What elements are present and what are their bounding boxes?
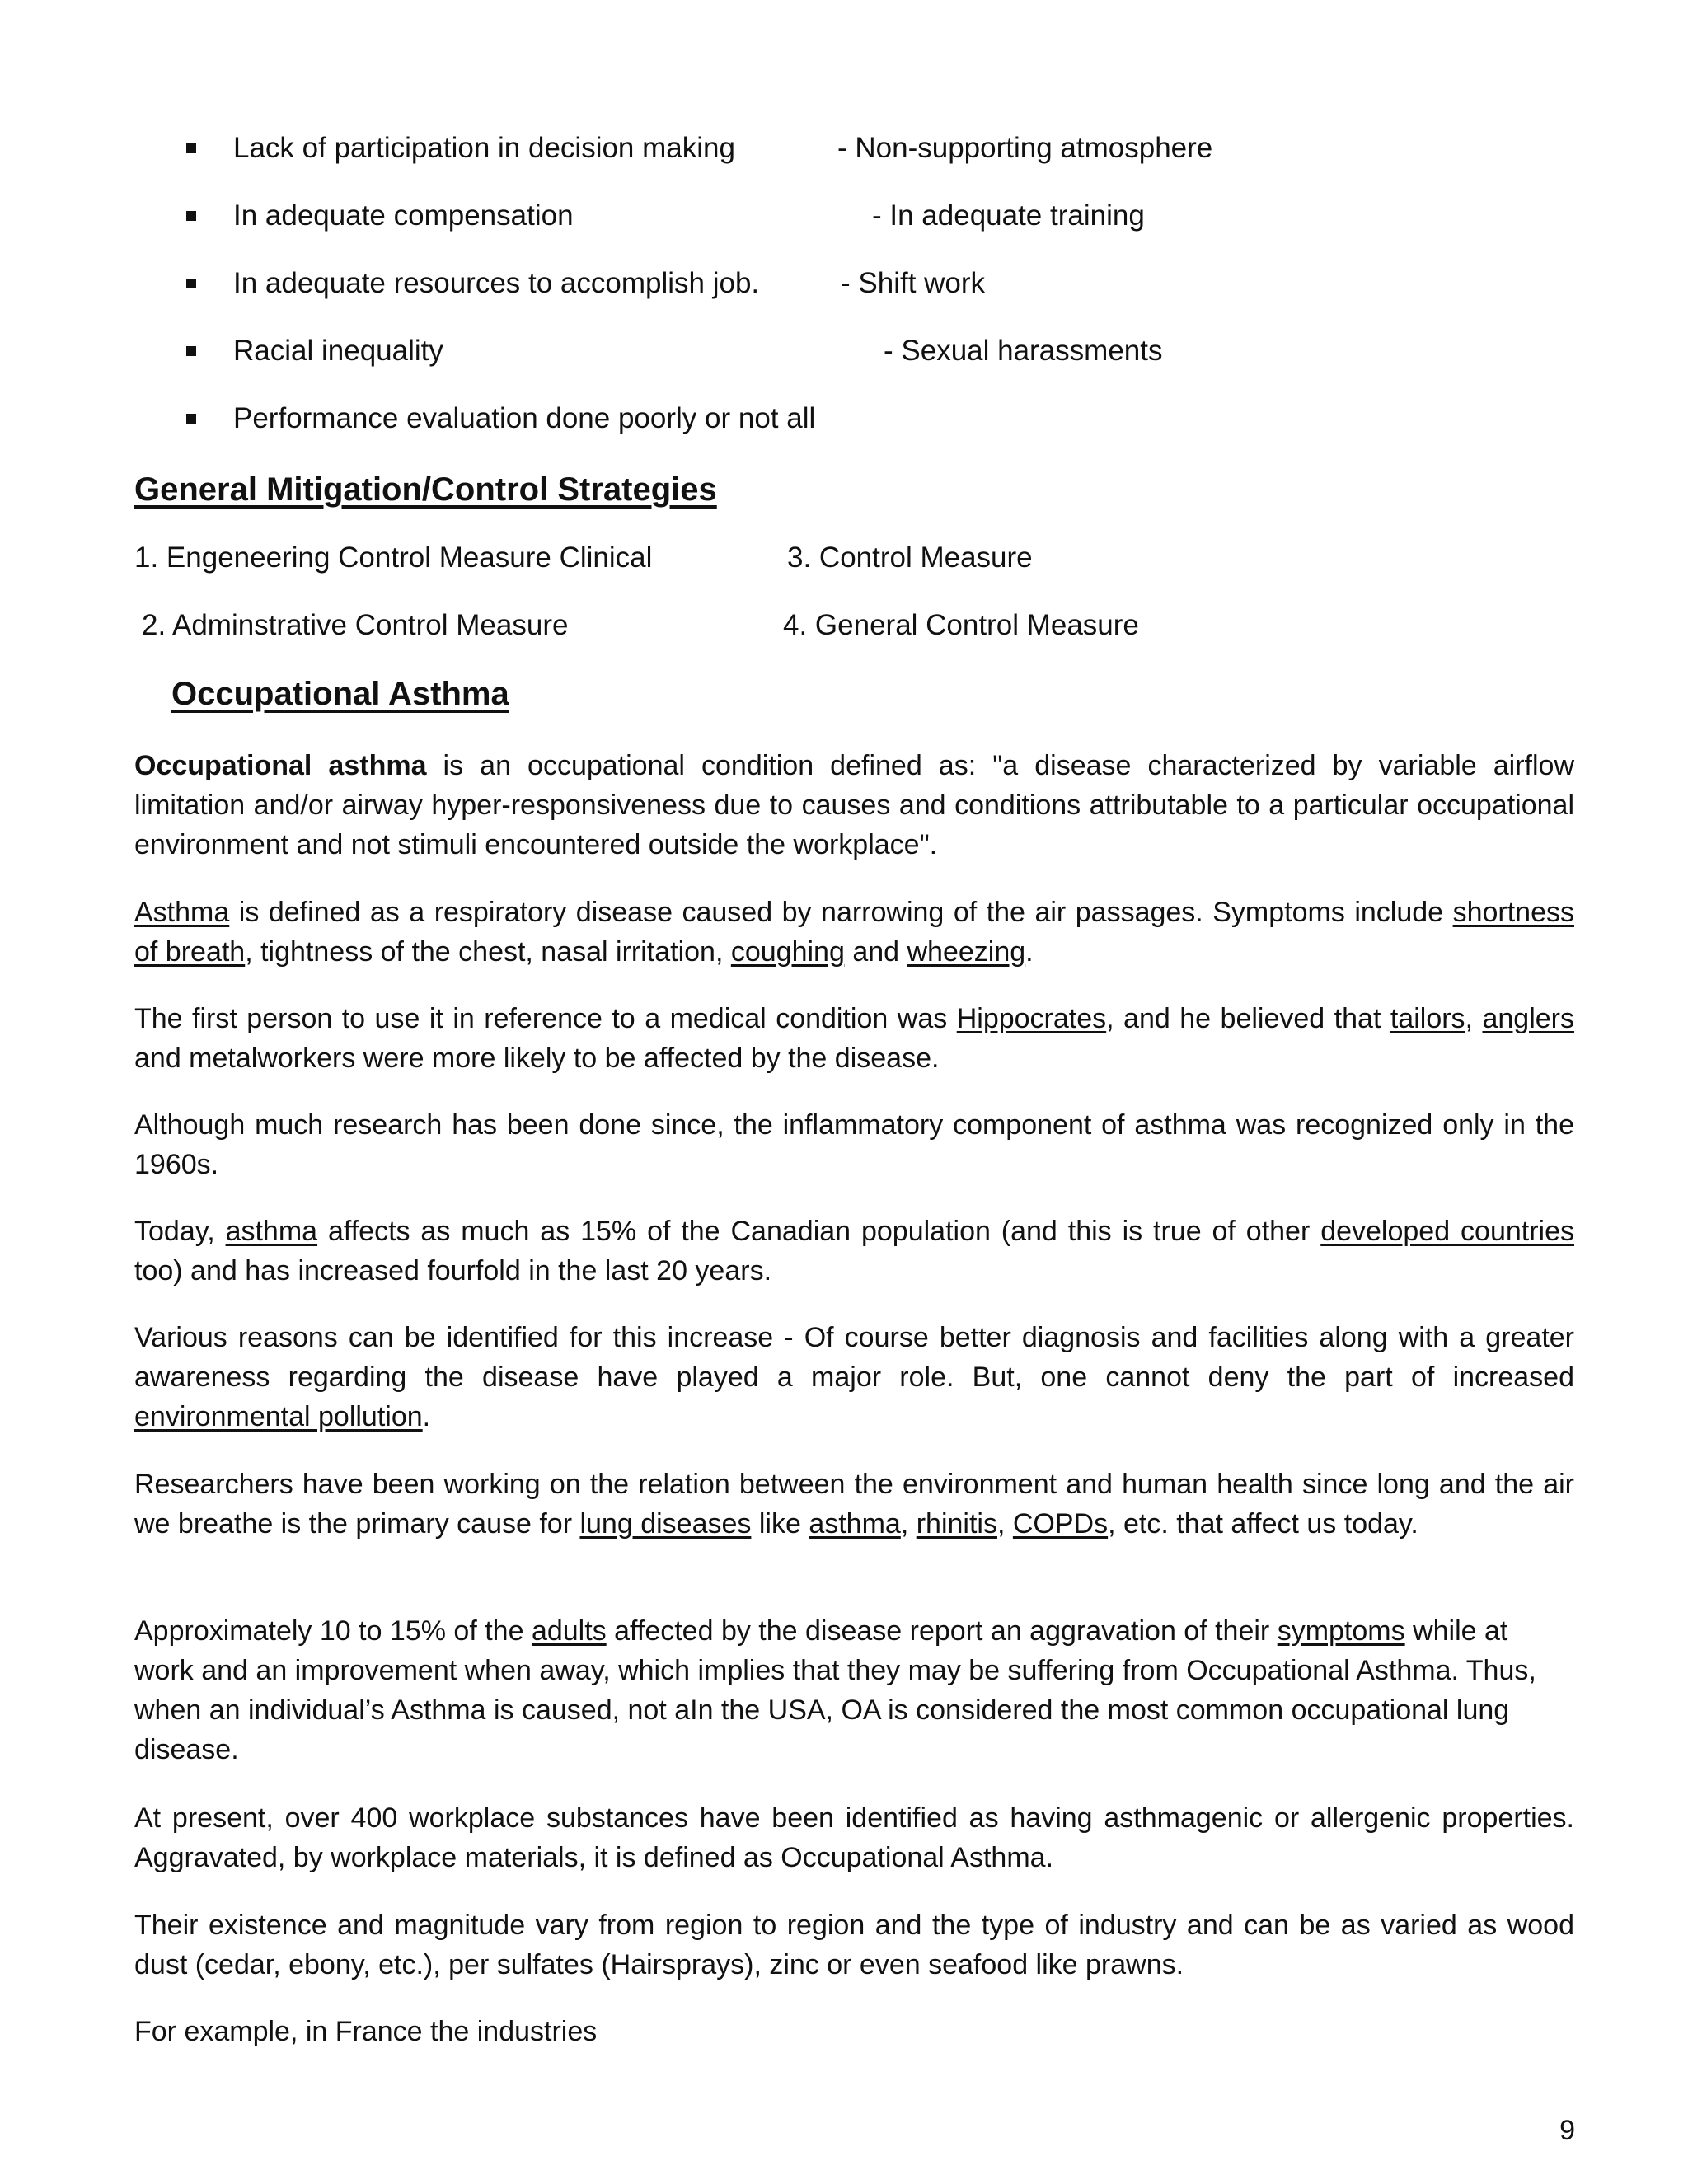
bullet-left-text: Lack of participation in decision making: [233, 132, 735, 164]
bullet-left-text: Racial inequality: [233, 335, 443, 367]
shortness-of-breath-link[interactable]: shortness of breath: [134, 897, 1574, 968]
strategy-item: 4. General Control Measure: [783, 609, 1139, 641]
bullet-row: [0, 398, 1688, 439]
paragraph: Asthma is defined as a respiratory disease caused by narrowing of the air passages. Symptoms include shortness of breath, tightness of the chest, nasal irritation, coughing and wheezing.: [134, 897, 1574, 968]
section-heading: Occupational Asthma: [171, 676, 509, 712]
square-bullet-icon: [186, 414, 196, 424]
asthma-link[interactable]: asthma: [809, 1508, 901, 1540]
bullet-right-text: - Shift work: [841, 267, 986, 299]
developed-countries-link[interactable]: developed countries: [1320, 1216, 1574, 1247]
rhinitis-link[interactable]: rhinitis: [916, 1508, 997, 1540]
asthma-link[interactable]: asthma: [225, 1216, 318, 1247]
wheezing-link[interactable]: wheezing: [907, 936, 1026, 968]
paragraph: The first person to use it in reference to a medical condition was Hippocrates, and he believed that tailors, anglers and metalworkers were more likely to be affected by the disease.: [134, 1003, 1574, 1074]
defined-term: Occupational asthma: [134, 750, 427, 781]
square-bullet-icon: [186, 211, 196, 221]
strategy-item: 1. Engeneering Control Measure Clinical: [134, 541, 653, 574]
bullet-left-text: In adequate compensation: [233, 199, 574, 232]
hippocrates-link[interactable]: Hippocrates: [956, 1003, 1107, 1034]
square-bullet-icon: [186, 279, 196, 288]
asthma-link[interactable]: Asthma: [134, 897, 230, 928]
symptoms-link[interactable]: symptoms: [1277, 1615, 1405, 1647]
bullet-right-text: - Sexual harassments: [884, 335, 1163, 367]
copds-link[interactable]: COPDs: [1012, 1508, 1109, 1540]
paragraph: Occupational asthma is an occupational condition defined as: "a disease characterized by variable airflow limitation and/or airway hyper-responsiveness due to causes and conditions attributable to a particular occupational environment and not stimuli encountered outside the workplace".: [134, 750, 1574, 860]
bullet-right-text: - In adequate training: [872, 199, 1145, 232]
tailors-link[interactable]: tailors: [1390, 1003, 1465, 1034]
strategy-item: 3. Control Measure: [787, 541, 1033, 574]
bullet-row: [0, 330, 1688, 372]
bullet-row: [0, 195, 1688, 237]
paragraph: Their existence and magnitude vary from region to region and the type of industry and can be as varied as wood dust (cedar, ebony, etc.), per sulfates (Hairsprays), zinc or even seafood like prawns.: [134, 1910, 1574, 1980]
adults-link[interactable]: adults: [531, 1615, 607, 1647]
environmental-pollution-link[interactable]: environmental pollution: [134, 1401, 423, 1432]
paragraph: Today, asthma affects as much as 15% of the Canadian population (and this is true of other developed countries too) and has increased fourfold in the last 20 years.: [134, 1216, 1574, 1286]
paragraph: Various reasons can be identified for this increase - Of course better diagnosis and facilities along with a greater awareness regarding the disease have played a major role. But, one cannot deny the part of increased environmental pollution.: [134, 1322, 1574, 1432]
paragraph: Researchers have been working on the relation between the environment and human health since long and the air we breathe is the primary cause for lung diseases like asthma, rhinitis, COPDs, etc. that affect us today.: [134, 1469, 1574, 1540]
strategy-item: 2. Adminstrative Control Measure: [142, 609, 569, 641]
paragraph: At present, over 400 workplace substances have been identified as having asthmagenic or allergenic properties. Aggravated, by workplace materials, it is defined as Occupational Asthma.: [134, 1802, 1574, 1873]
anglers-link[interactable]: anglers: [1482, 1003, 1574, 1034]
bullet-right-text: - Non-supporting atmosphere: [837, 132, 1213, 164]
coughing-link[interactable]: coughing: [730, 936, 845, 968]
bullet-row: [0, 128, 1688, 169]
square-bullet-icon: [186, 346, 196, 356]
lung-diseases-link[interactable]: lung diseases: [579, 1508, 752, 1540]
paragraph: For example, in France the industries: [134, 2016, 598, 2047]
bullet-left-text: In adequate resources to accomplish job.: [233, 267, 760, 299]
page-number: 9: [1559, 2115, 1575, 2146]
bullet-row: [0, 263, 1688, 304]
square-bullet-icon: [186, 143, 196, 153]
paragraph: Although much research has been done since, the inflammatory component of asthma was recognized only in the 1960s.: [134, 1109, 1574, 1180]
section-heading: General Mitigation/Control Strategies: [134, 471, 717, 508]
bullet-left-text: Performance evaluation done poorly or not all: [233, 402, 816, 434]
paragraph: Approximately 10 to 15% of the adults affected by the disease report an aggravation of their symptoms while at work and an improvement when away, which implies that they may be suffering from Occupational Asthma. Thus, when an individual’s Asthma is caused, not aIn the USA, OA is considered the most common occupational lung disease.: [134, 1615, 1536, 1765]
